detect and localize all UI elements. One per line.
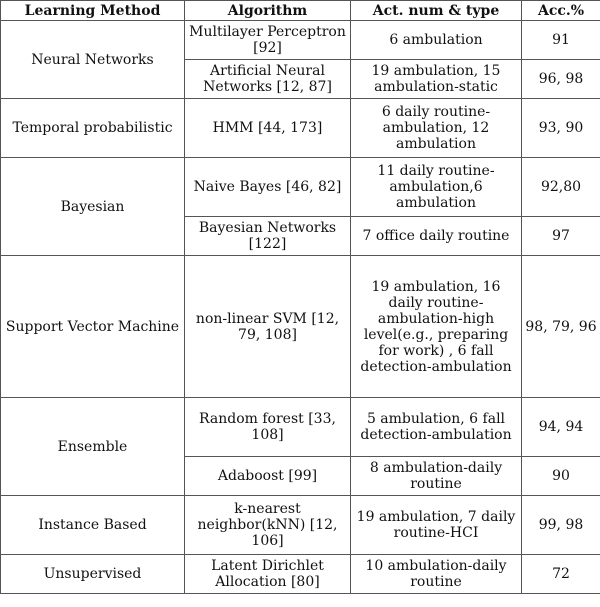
algorithm-cell: Random forest [33, 108]	[185, 398, 351, 457]
activity-cell: 11 daily routine-ambulation,6 ambulation	[351, 158, 522, 217]
table-row	[1, 398, 600, 457]
accuracy-cell: 72	[522, 555, 600, 594]
activity-cell: 10 ambulation-daily routine	[351, 555, 522, 594]
algorithm-cell: Latent Dirichlet Allocation [80]	[185, 555, 351, 594]
accuracy-cell: 94, 94	[522, 398, 600, 457]
header-algorithm: Algorithm	[185, 1, 351, 21]
activity-cell: 19 ambulation, 16 daily routine-ambulation-high level(e.g., preparing for work) , 6 fall detection-ambulation	[351, 256, 522, 398]
accuracy-cell: 92,80	[522, 158, 600, 217]
table-row	[1, 99, 600, 158]
header-activity: Act. num & type	[351, 1, 522, 21]
algorithm-cell: Naive Bayes [46, 82]	[185, 158, 351, 217]
accuracy-cell: 97	[522, 217, 600, 256]
table-row	[1, 555, 600, 594]
method-cell: Temporal probabilistic	[1, 99, 185, 158]
accuracy-cell: 99, 98	[522, 496, 600, 555]
accuracy-cell: 90	[522, 457, 600, 496]
accuracy-cell: 96, 98	[522, 60, 600, 99]
table-row	[1, 21, 600, 60]
header-learning-method: Learning Method	[1, 1, 185, 21]
accuracy-cell: 93, 90	[522, 99, 600, 158]
table-row	[1, 256, 600, 398]
method-cell: Instance Based	[1, 496, 185, 555]
activity-cell: 19 ambulation, 7 daily routine-HCI	[351, 496, 522, 555]
algorithm-cell: Bayesian Networks [122]	[185, 217, 351, 256]
algorithm-cell: HMM [44, 173]	[185, 99, 351, 158]
table-row	[1, 496, 600, 555]
activity-cell: 6 ambulation	[351, 21, 522, 60]
method-cell: Unsupervised	[1, 555, 185, 594]
activity-cell: 7 office daily routine	[351, 217, 522, 256]
method-cell: Support Vector Machine	[1, 256, 185, 398]
algorithm-cell: non-linear SVM [12, 79, 108]	[185, 256, 351, 398]
accuracy-cell: 91	[522, 21, 600, 60]
activity-cell: 6 daily routine-ambulation, 12 ambulation	[351, 99, 522, 158]
activity-cell: 5 ambulation, 6 fall detection-ambulation	[351, 398, 522, 457]
algorithm-cell: Artificial Neural Networks [12, 87]	[185, 60, 351, 99]
table-row	[1, 158, 600, 217]
header-row	[1, 1, 600, 21]
header-accuracy: Acc.%	[522, 1, 600, 21]
activity-cell: 19 ambulation, 15 ambulation-static	[351, 60, 522, 99]
accuracy-cell: 98, 79, 96	[522, 256, 600, 398]
method-cell: Neural Networks	[1, 21, 185, 99]
method-cell: Ensemble	[1, 398, 185, 496]
algorithm-cell: k-nearest neighbor(kNN) [12, 106]	[185, 496, 351, 555]
activity-cell: 8 ambulation-daily routine	[351, 457, 522, 496]
algorithm-cell: Adaboost [99]	[185, 457, 351, 496]
algorithm-cell: Multilayer Perceptron [92]	[185, 21, 351, 60]
method-cell: Bayesian	[1, 158, 185, 256]
